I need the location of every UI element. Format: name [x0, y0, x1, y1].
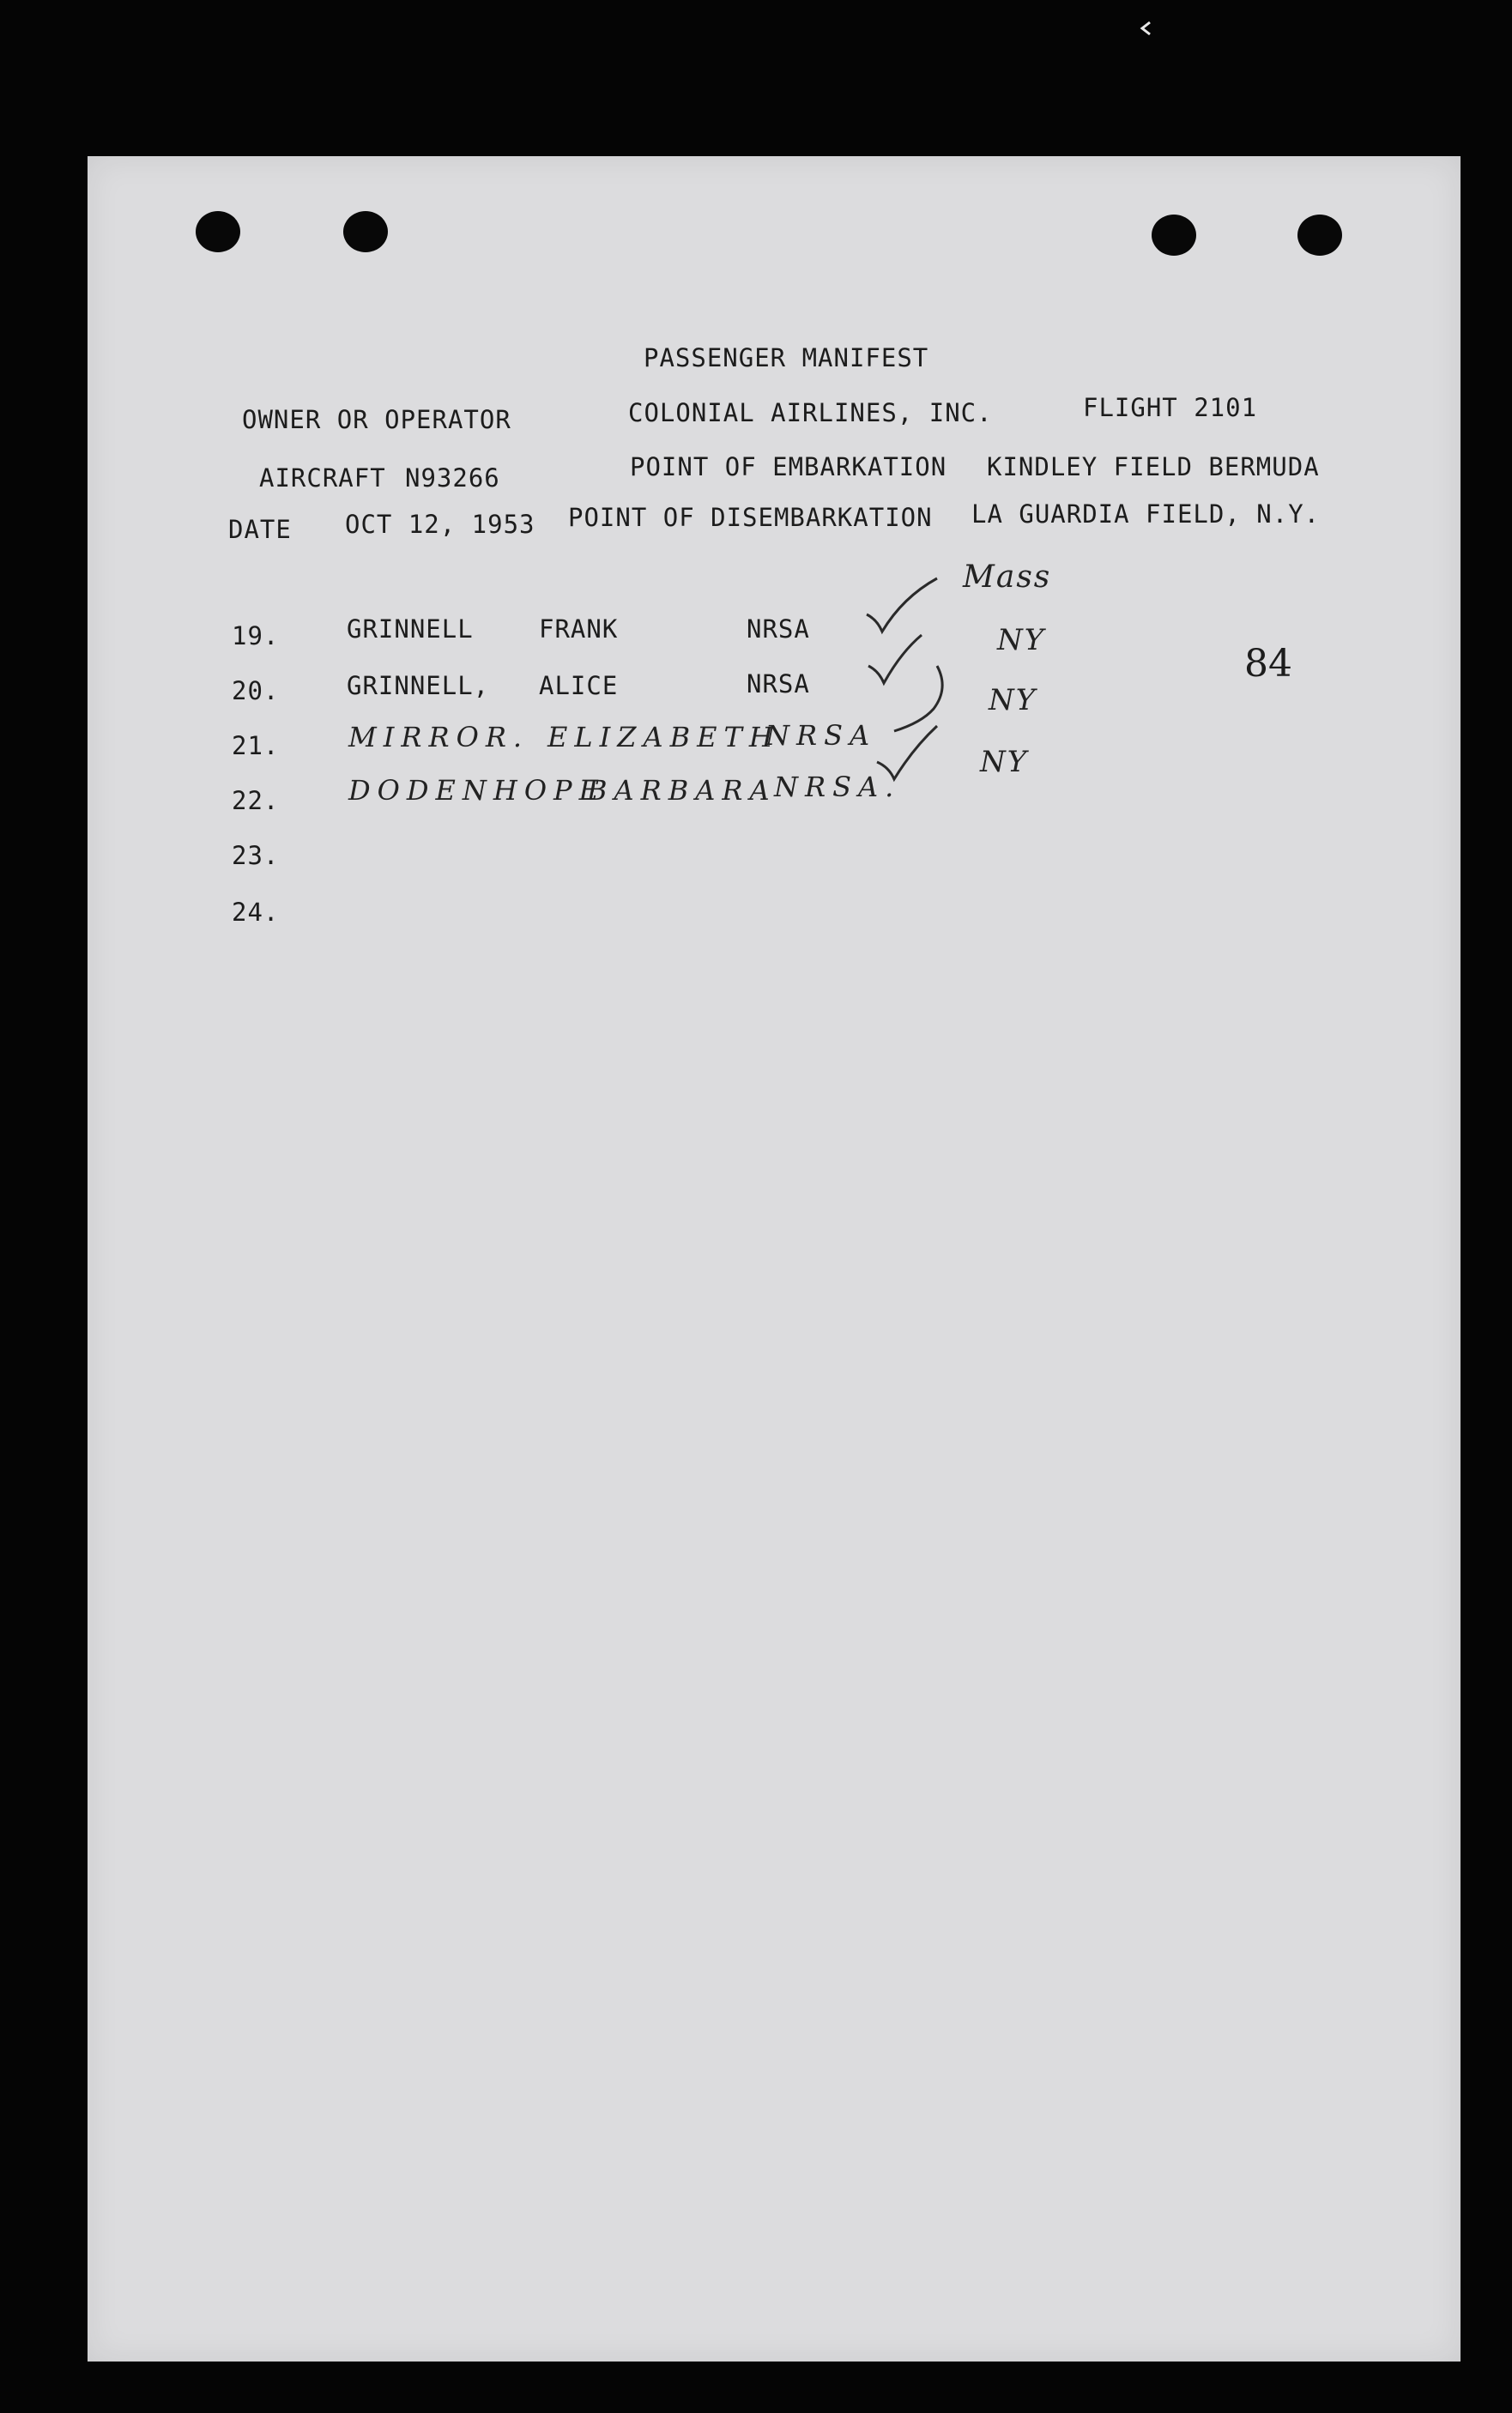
row-19-number: 19. — [232, 621, 280, 650]
row-21-surname: MIRROR. — [348, 721, 529, 753]
date-value: OCT 12, 1953 — [345, 510, 535, 539]
row-21-number: 21. — [232, 731, 280, 760]
manifest-title: PASSENGER MANIFEST — [644, 343, 929, 372]
row-21-given: ELIZABETH — [547, 721, 780, 753]
manifest-sheet — [88, 156, 1461, 2362]
disembarkation-label: POINT OF DISEMBARKATION — [568, 503, 933, 532]
aircraft-label: AIRCRAFT — [259, 463, 386, 493]
row-20-code: NRSA — [747, 669, 810, 698]
row-24-number: 24. — [232, 898, 280, 927]
row-20-given: ALICE — [539, 671, 619, 700]
row-23-number: 23. — [232, 841, 280, 870]
row-20-surname: GRINNELL, — [347, 671, 490, 700]
date-label: DATE — [228, 515, 292, 544]
embarkation-value: KINDLEY FIELD BERMUDA — [987, 452, 1320, 481]
owner-label: OWNER OR OPERATOR — [242, 405, 511, 434]
row-20-number: 20. — [232, 676, 280, 705]
row-22-destination: NY — [980, 745, 1029, 779]
row-19-destination: Mass — [963, 559, 1052, 595]
page-number: 84 — [1244, 642, 1292, 686]
row-22-number: 22. — [232, 786, 280, 815]
row-21-code: NRSA — [765, 719, 877, 752]
row-22-surname: DODENHOPE — [348, 774, 606, 807]
row-19-surname: GRINNELL — [347, 614, 474, 644]
disembarkation-value: LA GUARDIA FIELD, N.Y. — [971, 499, 1321, 529]
scan-artifact-mark — [1140, 21, 1152, 36]
row-22-given: BARBARA — [587, 774, 777, 807]
embarkation-label: POINT OF EMBARKATION — [630, 452, 947, 481]
flight-number: FLIGHT 2101 — [1083, 393, 1258, 422]
row-20-destination: NY — [997, 623, 1046, 657]
row-19-code: NRSA — [747, 614, 810, 644]
row-19-given: FRANK — [539, 614, 619, 644]
aircraft-value: N93266 — [405, 463, 500, 493]
owner-value: COLONIAL AIRLINES, INC. — [628, 398, 993, 427]
punch-hole-4 — [1297, 215, 1342, 256]
punch-hole-2 — [343, 211, 388, 252]
checkmark-icons — [860, 563, 963, 838]
row-21-destination: NY — [989, 683, 1037, 717]
punch-hole-1 — [196, 211, 240, 252]
punch-hole-3 — [1152, 215, 1196, 256]
row-22-code: NRSA. — [774, 771, 901, 803]
